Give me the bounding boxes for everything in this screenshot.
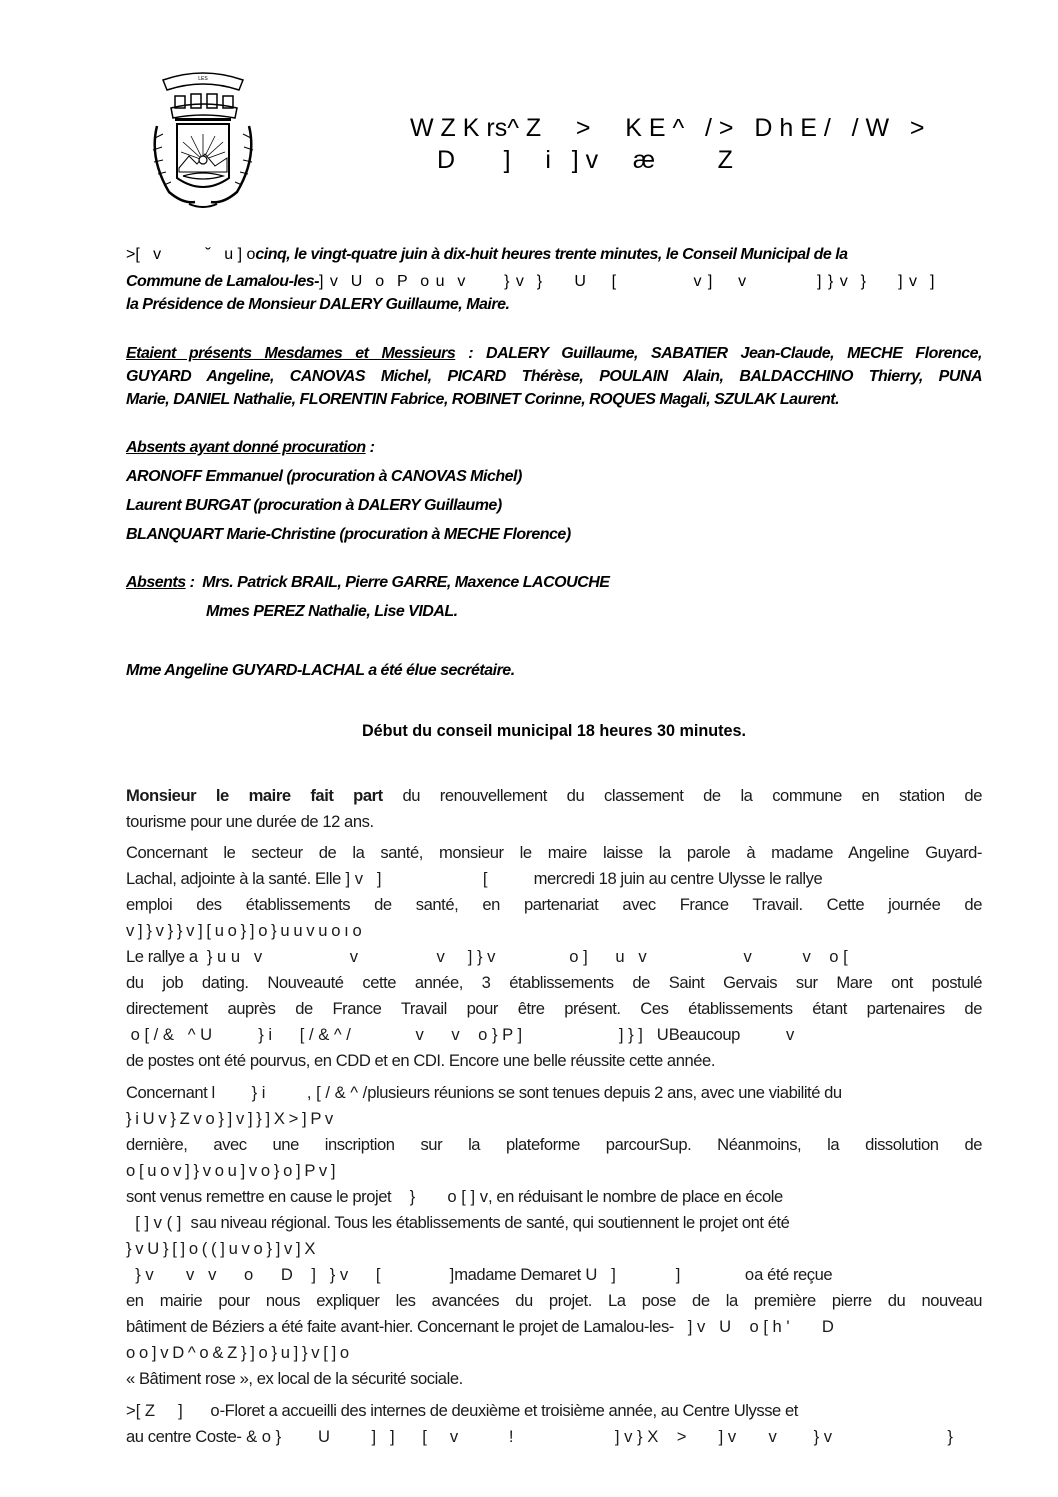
p3-line-7: } v U } [ ] o ( ( ] u v o } ] v ] X [126, 1239, 315, 1258]
p2-garbled-8: o [ / & ^ U } i [ / & ^ / v v o } P ] ] } ] U [126, 1025, 669, 1044]
p3-text-5b: , en réduisant le nombre de place en école [488, 1187, 783, 1206]
p2-garbled-5: } u u v v v ] } v o ] u v v v o [ [197, 947, 848, 966]
p3-garbled-10: ] v U o [ h ' D [673, 1317, 834, 1336]
p3-line-9: en mairie pour nous expliquer les avancées du projet. La pose de la première pierre du nouveau [126, 1291, 982, 1310]
p3-line-5 [126, 1187, 783, 1207]
p3-text-5a: sont venus remettre en cause le projet [126, 1187, 392, 1206]
p2-text-2a: Lachal, adjointe à la santé. Elle [126, 869, 341, 888]
p2-line-5 [126, 947, 848, 967]
session-start-heading: Début du conseil municipal 18 heures 30 minutes. [361, 722, 747, 740]
p1-text-1: du renouvellement du classement de la commune en station de [402, 786, 982, 805]
proxies-sep: : [365, 439, 375, 456]
absents-line-2: Mmes PEREZ Nathalie, Lise VIDAL. [206, 603, 458, 620]
p3-line-12: « Bâtiment rose », ex local de la sécurité sociale. [126, 1369, 463, 1388]
p2-line-7: directement auprès de France Travail pour être présent. Ces établissements étant partenaires de [126, 999, 982, 1018]
proxies-label: Absents ayant donné procuration [126, 439, 366, 456]
secretary-line: Mme Angeline GUYARD-LACHAL a été élue secrétaire. [126, 662, 515, 679]
intro-line-2 [126, 273, 934, 291]
p3-text-10: bâtiment de Béziers a été faite avant-hier. Concernant le projet de Lamalou-les- [126, 1317, 674, 1336]
p3-garbled-5: } o [ ] v [391, 1187, 488, 1206]
p4-line-2 [126, 1427, 953, 1447]
proxies-heading [126, 439, 374, 457]
p3-line-3: dernière, avec une inscription sur la plateforme parcourSup. Néanmoins, la dissolution de [126, 1135, 982, 1154]
p2-line-8 [126, 1025, 794, 1045]
p3-garbled-1: } i , [ / & ^ / [214, 1083, 368, 1102]
intro-line-3: la Présidence de Monsieur DALERY Guillaume, Maire. [126, 296, 510, 313]
absents-line-1 [126, 574, 609, 592]
intro-text-1: cinq, le vingt-quatre juin à dix-huit heures trente minutes, le Conseil Municipal de la [255, 246, 848, 263]
proxy-item: ARONOFF Emmanuel (procuration à CANOVAS Michel) [126, 468, 522, 485]
p3-line-4: o [ u o v ] } v o u ] v o } o ] P v ] [126, 1161, 336, 1180]
p2-garbled-8b: v [739, 1025, 795, 1044]
p3-line-11: o o ] v D ^ o & Z } ] o } u ] } v [ ] o [126, 1343, 349, 1362]
present-line-2: GUYARD Angeline, CANOVAS Michel, PICARD Thérèse, POULAIN Alain, BALDACCHINO Thierry, PUNA [126, 368, 982, 385]
p2-line-4: v ] } v } } v ] [ u o } ] o } u u v u o ı o [126, 921, 362, 940]
absents-sep: : [185, 574, 203, 591]
p3-garbled-8: } v v v o D ] } v [ ] [126, 1265, 455, 1284]
present-label: Etaient présents Mesdames et Messieurs [126, 345, 456, 362]
absents-names-1: Mrs. Patrick BRAIL, Pierre GARRE, Maxence LACOUCHE [202, 574, 610, 591]
intro-line-1 [126, 246, 848, 264]
p1-bold-lead: Monsieur le maire fait part [126, 786, 383, 805]
p1-line-1 [126, 786, 982, 806]
p3-garbled-6: [ ] v ( ] s [126, 1213, 199, 1232]
p2-line-9: de postes ont été pourvus, en CDD et en CDI. Encore une belle réussite cette année. [126, 1051, 715, 1070]
p2-text-5: Le rallye a [126, 947, 198, 966]
p3-line-6 [126, 1213, 789, 1233]
p4-text-1: -Floret a accueilli des internes de deuxième et troisième année, au Centre Ulysse et [219, 1401, 798, 1420]
p2-line-3: emploi des établissements de santé, en partenariat avec France Travail. Cette journée de [126, 895, 982, 914]
p4-garbled-1: >[ Z ] o [126, 1401, 220, 1420]
p2-line-2 [126, 869, 822, 889]
p2-line-1: Concernant le secteur de la santé, monsieur le maire laisse la parole à madame Angeline Guyard- [126, 843, 982, 862]
svg-text:LES: LES [198, 76, 208, 82]
p3-line-10 [126, 1317, 834, 1337]
p2-text-8: Beaucoup [668, 1025, 740, 1044]
p2-text-2b: mercredi 18 juin au centre Ulysse le rallye [533, 869, 823, 888]
intro-text-2: Commune de Lamalou-les- [126, 273, 319, 290]
present-sep: : [455, 345, 487, 362]
p4-line-1 [126, 1401, 798, 1421]
document-title-line-2: D ] i ] v æ Z [437, 146, 733, 174]
p3-text-1a: Concernant l [126, 1083, 215, 1102]
present-line-1 [126, 345, 982, 363]
present-line-3: Marie, DANIEL Nathalie, FLORENTIN Fabrice, ROBINET Corinne, ROQUES Magali, SZULAK Laurent. [126, 391, 840, 408]
p4-text-2: au centre Coste- [126, 1427, 242, 1446]
p3-line-1 [126, 1083, 842, 1103]
present-names-1: DALERY Guillaume, SABATIER Jean-Claude, MECHE Florence, [486, 345, 982, 362]
p4-garbled-2: & o } U ] ] [ v ! ] v } X > ] v v } v } [241, 1427, 953, 1446]
proxy-item: BLANQUART Marie-Christine (procuration à MECHE Florence) [126, 526, 571, 543]
intro-garbled-2: ] v U o P o u v } v } U [ v ] v ] } v } ] v ] [318, 273, 935, 290]
proxy-item: Laurent BURGAT (procuration à DALERY Guillaume) [126, 497, 502, 514]
document-title-line-1: W Z K rs^ Z > K E ^ / > D h E / / W > [410, 114, 925, 142]
p3-line-2: } i U v } Z v o } ] v ] } ] X > ] P v [126, 1109, 333, 1128]
p2-garbled-2: ] v ] [ [340, 869, 534, 888]
intro-garbled-1: >[ v ˘ u ] o [126, 246, 256, 263]
p3-line-8 [126, 1265, 832, 1285]
p3-garbled-8b: U ] ] o [580, 1265, 755, 1284]
p3-text-8c: a été reçue [754, 1265, 833, 1284]
p2-line-6: du job dating. Nouveauté cette année, 3 établissements de Saint Gervais sur Mare ont postulé [126, 973, 982, 992]
p3-text-1b: plusieurs réunions se sont tenues depuis 2 ans, avec une viabilité du [367, 1083, 842, 1102]
p3-text-6: au niveau régional. Tous les établissements de santé, qui soutiennent le projet ont été [198, 1213, 790, 1232]
coat-of-arms-logo [143, 68, 263, 213]
absents-label: Absents [126, 574, 186, 591]
p1-line-2: tourisme pour une durée de 12 ans. [126, 812, 374, 831]
p3-text-8b: madame Demaret [454, 1265, 581, 1284]
